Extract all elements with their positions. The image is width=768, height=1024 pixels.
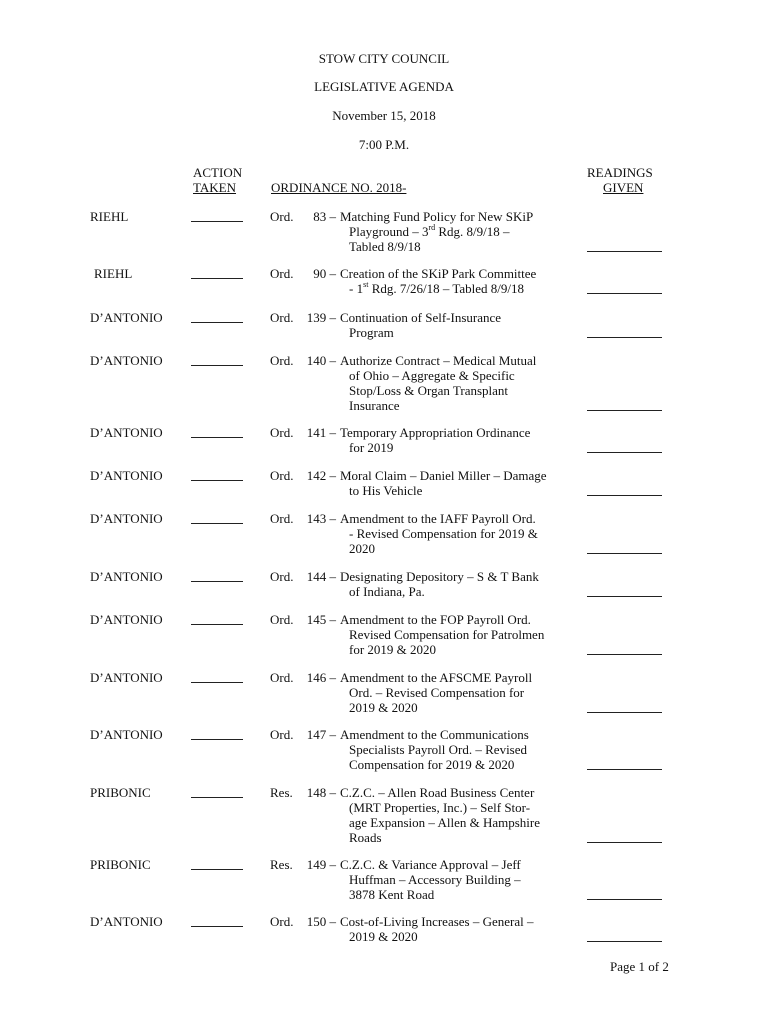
action-taken-blank[interactable] — [191, 480, 243, 481]
item-description — [340, 468, 600, 498]
readings-given-header-line2: GIVEN — [603, 180, 644, 195]
item-description — [340, 569, 600, 599]
description-line: Creation of the SKiP Park Committee — [340, 266, 537, 281]
description-line: 2019 & 2020 — [349, 929, 418, 944]
ordinance-number: 142 – — [306, 468, 336, 483]
sponsor-name: RIEHL — [94, 266, 133, 281]
description-line: for 2019 & 2020 — [349, 642, 437, 657]
sponsor-name: D’ANTONIO — [90, 914, 163, 929]
description-line: Playground – 3rd Rdg. 8/9/18 – — [349, 222, 510, 239]
description-line: Stop/Loss & Organ Transplant — [349, 383, 509, 398]
action-taken-blank[interactable] — [191, 322, 243, 323]
description-line: (MRT Properties, Inc.) – Self Stor- — [349, 800, 531, 815]
readings-given-blank[interactable] — [587, 769, 662, 770]
description-line: Revised Compensation for Patrolmen — [349, 627, 545, 642]
legislation-type: Ord. — [270, 612, 294, 627]
description-line: of Ohio – Aggregate & Specific — [349, 368, 515, 383]
description-line: 2019 & 2020 — [349, 700, 418, 715]
sponsor-name: D’ANTONIO — [90, 612, 163, 627]
readings-given-blank[interactable] — [587, 842, 662, 843]
meeting-time: 7:00 P.M. — [358, 137, 410, 152]
description-line: Designating Depository – S & T Bank — [340, 569, 539, 584]
description-line: of Indiana, Pa. — [349, 584, 425, 599]
sponsor-name: PRIBONIC — [90, 857, 151, 872]
description-line: Amendment to the IAFF Payroll Ord. — [340, 511, 536, 526]
readings-given-blank[interactable] — [587, 654, 662, 655]
sponsor-name: D’ANTONIO — [90, 727, 163, 742]
description-line: Moral Claim – Daniel Miller – Damage — [340, 468, 547, 483]
description-line: Authorize Contract – Medical Mutual — [340, 353, 537, 368]
legislation-type: Ord. — [270, 511, 294, 526]
ordinance-number: 146 – — [306, 670, 336, 685]
ordinance-number-header: ORDINANCE NO. 2018- — [271, 180, 407, 195]
item-description — [340, 266, 600, 296]
description-line: Program — [349, 325, 394, 340]
description-line: Huffman – Accessory Building – — [349, 872, 521, 887]
ordinance-number: 148 – — [306, 785, 336, 800]
description-line: Amendment to the AFSCME Payroll — [340, 670, 533, 685]
ordinance-number: 139 – — [306, 310, 336, 325]
readings-given-blank[interactable] — [587, 596, 662, 597]
description-line: Compensation for 2019 & 2020 — [349, 757, 515, 772]
sponsor-name: D’ANTONIO — [90, 511, 163, 526]
legislation-type: Res. — [270, 857, 293, 872]
sponsor-name: D’ANTONIO — [90, 353, 163, 368]
action-taken-blank[interactable] — [191, 682, 243, 683]
item-description — [340, 785, 600, 845]
description-line: Insurance — [349, 398, 400, 413]
sponsor-name: D’ANTONIO — [90, 468, 163, 483]
action-taken-blank[interactable] — [191, 739, 243, 740]
legislation-type: Ord. — [270, 266, 294, 281]
sponsor-name: D’ANTONIO — [90, 569, 163, 584]
ordinance-number: 83 – — [313, 209, 336, 224]
legislation-type: Ord. — [270, 425, 294, 440]
description-line: Roads — [349, 830, 382, 845]
description-line: 2020 — [349, 541, 375, 556]
description-line: Matching Fund Policy for New SKiP — [340, 209, 534, 224]
legislation-type: Ord. — [270, 670, 294, 685]
readings-given-header-line1: READINGS — [587, 165, 653, 180]
readings-given-blank[interactable] — [587, 495, 662, 496]
ordinance-number: 144 – — [306, 569, 336, 584]
description-line: Continuation of Self-Insurance — [340, 310, 502, 325]
item-description — [340, 511, 600, 556]
readings-given-blank[interactable] — [587, 941, 662, 942]
legislation-type: Ord. — [270, 727, 294, 742]
ordinance-number: 147 – — [306, 727, 336, 742]
description-line: C.Z.C. & Variance Approval – Jeff — [340, 857, 521, 872]
legislation-type: Ord. — [270, 353, 294, 368]
readings-given-blank[interactable] — [587, 410, 662, 411]
meeting-date: November 15, 2018 — [332, 108, 436, 123]
readings-given-blank[interactable] — [587, 899, 662, 900]
ordinance-number: 140 – — [306, 353, 336, 368]
action-taken-blank[interactable] — [191, 624, 243, 625]
description-line: Specialists Payroll Ord. – Revised — [349, 742, 528, 757]
action-taken-blank[interactable] — [191, 221, 243, 222]
action-taken-header-line2: TAKEN — [193, 180, 237, 195]
sponsor-name: RIEHL — [90, 209, 129, 224]
ordinance-number: 149 – — [306, 857, 336, 872]
description-line: 3878 Kent Road — [349, 887, 435, 902]
ordinance-number: 90 – — [313, 266, 336, 281]
description-line: Ord. – Revised Compensation for — [349, 685, 525, 700]
ordinance-number: 141 – — [306, 425, 336, 440]
item-description — [340, 670, 600, 715]
description-line: for 2019 — [349, 440, 394, 455]
readings-given-blank[interactable] — [587, 452, 662, 453]
sponsor-name: D’ANTONIO — [90, 425, 163, 440]
action-taken-blank[interactable] — [191, 523, 243, 524]
readings-given-blank[interactable] — [587, 251, 662, 252]
item-description — [340, 425, 600, 455]
item-description — [340, 727, 600, 772]
readings-given-blank[interactable] — [587, 712, 662, 713]
description-line: age Expansion – Allen & Hampshire — [349, 815, 540, 830]
description-line: to His Vehicle — [349, 483, 423, 498]
ordinance-number: 150 – — [306, 914, 336, 929]
readings-given-blank[interactable] — [587, 553, 662, 554]
description-line: C.Z.C. – Allen Road Business Center — [340, 785, 535, 800]
description-line: Cost-of-Living Increases – General – — [340, 914, 534, 929]
legislation-type: Ord. — [270, 209, 294, 224]
ordinance-number: 145 – — [306, 612, 336, 627]
item-description — [340, 209, 600, 254]
item-description — [340, 310, 600, 340]
description-line: Temporary Appropriation Ordinance — [340, 425, 531, 440]
legislation-type: Ord. — [270, 468, 294, 483]
legislation-type: Ord. — [270, 569, 294, 584]
sponsor-name: PRIBONIC — [90, 785, 151, 800]
page-number: Page 1 of 2 — [610, 959, 669, 974]
description-line: Amendment to the FOP Payroll Ord. — [340, 612, 531, 627]
action-taken-blank[interactable] — [191, 437, 243, 438]
sponsor-name: D’ANTONIO — [90, 310, 163, 325]
readings-given-blank[interactable] — [587, 293, 662, 294]
legislation-type: Ord. — [270, 310, 294, 325]
action-taken-blank[interactable] — [191, 926, 243, 927]
page-title: LEGISLATIVE AGENDA — [314, 79, 454, 94]
readings-given-blank[interactable] — [587, 337, 662, 338]
description-line: Amendment to the Communications — [340, 727, 529, 742]
legislation-type: Ord. — [270, 914, 294, 929]
sponsor-name: D’ANTONIO — [90, 670, 163, 685]
item-description — [340, 353, 600, 413]
description-line: - 1st Rdg. 7/26/18 – Tabled 8/9/18 — [349, 279, 525, 296]
item-description — [340, 914, 600, 944]
action-taken-blank[interactable] — [191, 581, 243, 582]
action-taken-blank[interactable] — [191, 869, 243, 870]
action-taken-blank[interactable] — [191, 365, 243, 366]
council-name: STOW CITY COUNCIL — [318, 51, 450, 66]
ordinance-number: 143 – — [306, 511, 336, 526]
description-line: - Revised Compensation for 2019 & — [349, 526, 538, 541]
legislation-type: Res. — [270, 785, 293, 800]
action-taken-header-line1: ACTION — [193, 165, 243, 180]
description-line: Tabled 8/9/18 — [349, 239, 421, 254]
item-description — [340, 612, 600, 657]
action-taken-blank[interactable] — [191, 797, 243, 798]
action-taken-blank[interactable] — [191, 278, 243, 279]
item-description — [340, 857, 600, 902]
